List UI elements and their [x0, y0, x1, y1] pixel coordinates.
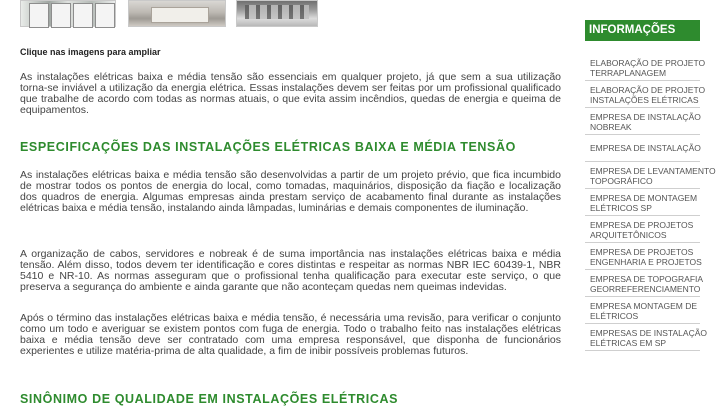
- sidebar-title: INFORMAÇÕES: [585, 20, 700, 41]
- thumbnail-cabinet-room[interactable]: [236, 0, 318, 27]
- sidebar-link[interactable]: EMPRESA DE INSTALAÇÃO: [585, 135, 700, 162]
- sidebar-link[interactable]: EMPRESA DE MONTAGEM ELÉTRICOS SP: [585, 189, 700, 216]
- thumbnail-electrical-panels[interactable]: [20, 0, 116, 27]
- thumbnail-gallery: [20, 0, 320, 28]
- intro-paragraph: As instalações elétricas baixa e média tensão são essenciais em qualquer projeto, já que sem a sua utilização torna-se inviável a utilização da energia elétrica. Essas instalações devem ser feitas por um profissional qualificado que trabalhe de acordo com todas as normas atuais, o que evita assim incêndios, quedas de energia e queima de equipamentos.: [20, 71, 561, 116]
- thumbnail-caption: Clique nas imagens para ampliar: [20, 47, 161, 57]
- section-heading-quality: SINÔNIMO DE QUALIDADE EM INSTALAÇÕES ELÉTRICAS: [20, 392, 399, 406]
- sidebar-links: [585, 54, 716, 351]
- sidebar-link[interactable]: EMPRESA DE PROJETOS ENGENHARIA E PROJETOS: [585, 243, 700, 270]
- info-sidebar: [585, 0, 716, 416]
- sidebar-link[interactable]: ELABORAÇÃO DE PROJETO INSTALAÇÕES ELÉTRICAS: [585, 81, 700, 108]
- thumbnail-equipment[interactable]: [128, 0, 226, 27]
- section-heading-specifications: ESPECIFICAÇÕES DAS INSTALAÇÕES ELÉTRICAS BAIXA E MÉDIA TENSÃO: [20, 140, 516, 154]
- sidebar-link[interactable]: EMPRESA DE PROJETOS ARQUITETÔNICOS: [585, 216, 700, 243]
- sidebar-link[interactable]: EMPRESA MONTAGEM DE ELÉTRICOS: [585, 297, 700, 324]
- sidebar-link[interactable]: EMPRESA DE INSTALAÇÃO NOBREAK: [585, 108, 700, 135]
- revision-paragraph: Após o término das instalações elétricas baixa e média tensão, é necessária uma revisão, para verificar o conjunto como um todo e averiguar se existem pontos com fuga de energia. Todo o trabalho feito nas instalações elétricas baixa e média tensão deve ser contratado com uma empresa responsável, que disponha de funcionários experientes e utilize matéria-prima de alta qualidade, a fim de inibir possíveis problemas futuros.: [20, 312, 562, 357]
- sidebar-link[interactable]: EMPRESA DE TOPOGRAFIA GEORREFERENCIAMENTO: [585, 270, 700, 297]
- organization-paragraph: A organização de cabos, servidores e nobreak é de suma importância nas instalações elétricas baixa e média tensão. Além disso, todos devem ter identificação e cores distintas e respeitar as normas NBR IEC 60439-1, NBR 5410 e NR-10. As normas asseguram que o profissional tenha qualificação para executar este serviço, o que preserva a segurança do ambiente e ainda garante que não aconteçam quedas nem queimas indevidas.: [20, 248, 561, 293]
- specifications-paragraph: As instalações elétricas baixa e média tensão são desenvolvidas a partir de um projeto prévio, que fica incumbido de mostrar todos os pontos de energia do local, como tomadas, maquinários, disposição da fiação e localização dos quadros de energia. Algumas empresas ainda prestam serviço de acabamento final durante as instalações elétricas baixa e média tensão, instalando ainda lâmpadas, luminárias e demais componentes de iluminação.: [20, 169, 562, 214]
- sidebar-link[interactable]: ELABORAÇÃO DE PROJETO TERRAPLANAGEM: [585, 54, 700, 81]
- sidebar-link[interactable]: EMPRESAS DE INSTALAÇÃO ELÉTRICAS EM SP: [585, 324, 700, 351]
- sidebar-link[interactable]: EMPRESA DE LEVANTAMENTO TOPOGRÁFICO: [585, 162, 700, 189]
